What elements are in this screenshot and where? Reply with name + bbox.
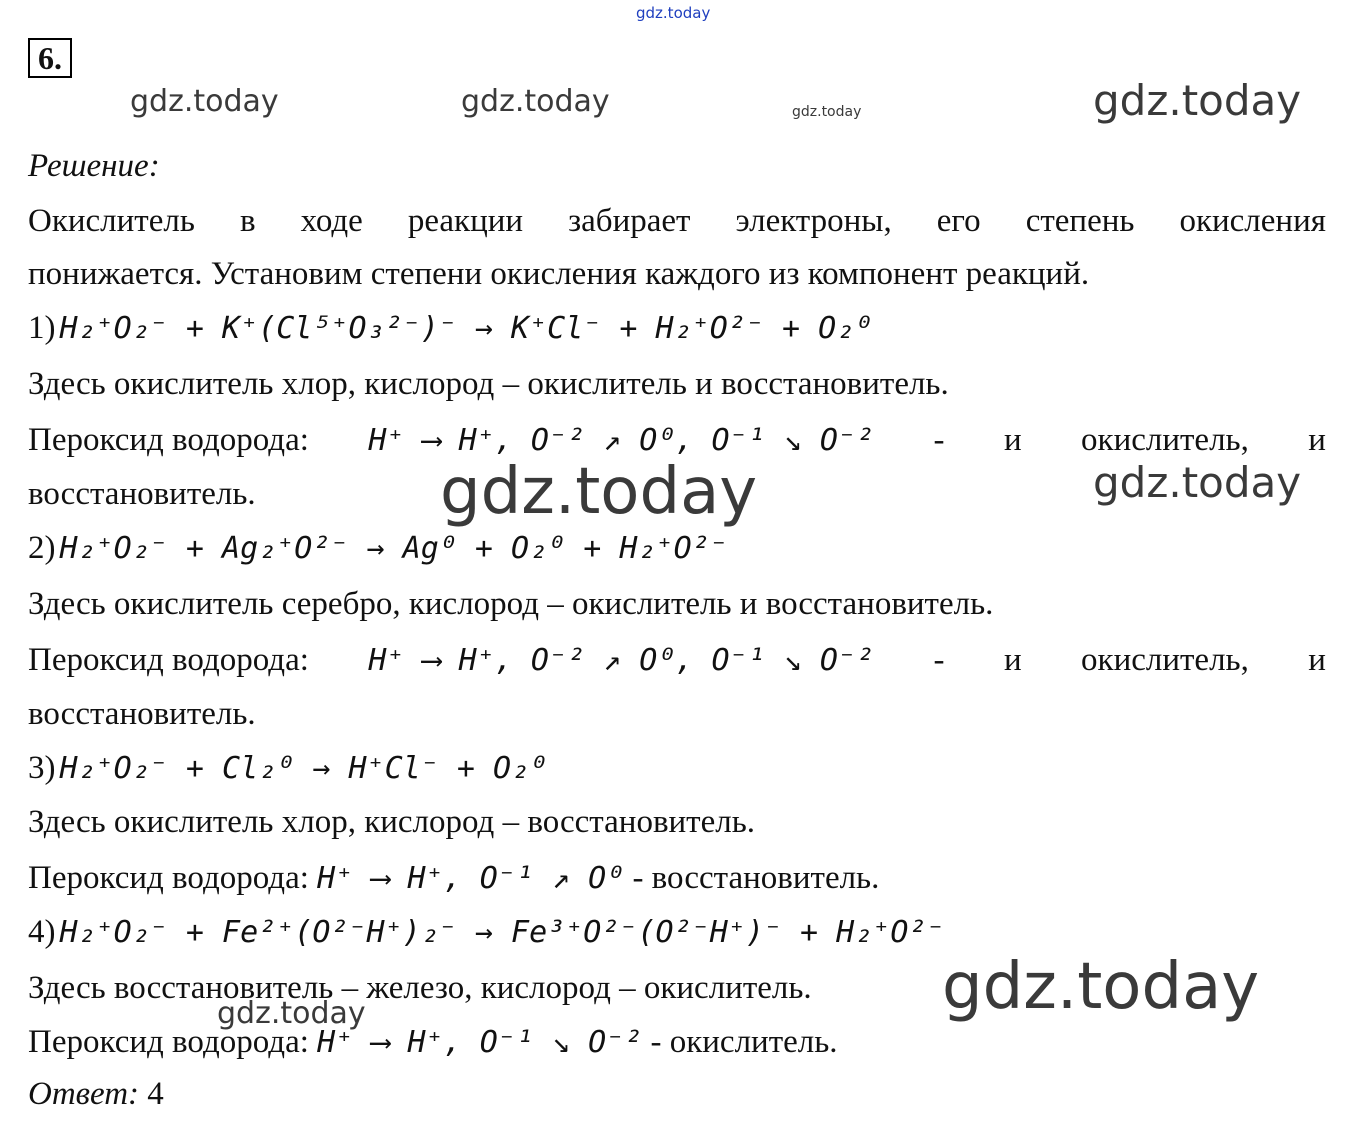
oxidation-scheme: H⁺ ⟶ H⁺, O⁻² ↗ O⁰, O⁻¹ ↘ O⁻² <box>368 643 875 678</box>
word: и <box>1308 642 1326 678</box>
watermark: gdz.today <box>461 84 610 119</box>
peroxide-label: Пероксид водорода: <box>28 642 309 678</box>
reaction-2-peroxide-line <box>28 642 1326 679</box>
word: и <box>1308 422 1326 458</box>
chemical-equation: H₂⁺O₂⁻ + Fe²⁺(O²⁻H⁺)₂⁻ → Fe³⁺O²⁻(O²⁻H⁺)⁻ + H₂⁺O²⁻ <box>59 915 945 950</box>
watermark: gdz.today <box>217 996 366 1031</box>
peroxide-role: - окислитель. <box>650 1024 838 1060</box>
watermark: gdz.today <box>440 455 758 529</box>
word: в <box>239 203 256 239</box>
peroxide-label: Пероксид водорода: <box>28 422 309 458</box>
word: его <box>936 203 981 239</box>
word: степень <box>1025 203 1135 239</box>
watermark: gdz.today <box>942 950 1260 1024</box>
oxidation-scheme: H⁺ ⟶ H⁺, O⁻² ↗ O⁰, O⁻¹ ↘ O⁻² <box>368 423 875 458</box>
word: и <box>1003 642 1022 678</box>
watermark: gdz.today <box>1093 76 1302 125</box>
reaction-1-comment: Здесь окислитель хлор, кислород – окислитель и восстановитель. <box>28 366 949 402</box>
intro-line-1 <box>28 203 1326 240</box>
word: окислитель, <box>1081 642 1249 678</box>
peroxide-label: Пероксид водорода: <box>28 1024 309 1060</box>
word: Окислитель <box>28 203 195 239</box>
reaction-2-peroxide-cont: восстановитель. <box>28 696 256 732</box>
word: окисления <box>1179 203 1326 239</box>
answer-value: 4 <box>147 1076 164 1112</box>
reaction-number: 2) <box>28 530 56 566</box>
word: - <box>933 642 945 678</box>
word: электроны, <box>735 203 892 239</box>
oxidation-scheme: H⁺ ⟶ H⁺, O⁻¹ ↘ O⁻² <box>317 1025 643 1060</box>
reaction-1-peroxide-cont: восстановитель. <box>28 476 256 512</box>
reaction-number: 3) <box>28 750 56 786</box>
watermark: gdz.today <box>130 84 279 119</box>
task-number: 6. <box>28 38 72 78</box>
oxidation-scheme: H⁺ ⟶ H⁺, O⁻¹ ↗ O⁰ <box>317 861 625 896</box>
reaction-4-equation <box>28 914 945 951</box>
answer <box>28 1076 164 1113</box>
chemical-equation: H₂⁺O₂⁻ + Cl₂⁰ → H⁺Cl⁻ + O₂⁰ <box>59 751 548 786</box>
chemical-equation: H₂⁺O₂⁻ + K⁺(Cl⁵⁺O₃²⁻)⁻ → K⁺Cl⁻ + H₂⁺O²⁻ + O₂⁰ <box>59 311 873 346</box>
word: ходе <box>300 203 363 239</box>
peroxide-label: Пероксид водорода: <box>28 860 309 896</box>
reaction-4-peroxide-line <box>28 1024 838 1061</box>
reaction-3-peroxide-line <box>28 860 879 897</box>
reaction-3-equation <box>28 750 547 787</box>
word: забирает <box>568 203 691 239</box>
word: окислитель, <box>1081 422 1249 458</box>
watermark: gdz.today <box>1093 458 1302 507</box>
watermark: gdz.today <box>792 104 862 120</box>
solution-label: Решение: <box>28 148 160 184</box>
intro-line-2: понижается. Установим степени окисления каждого из компонент реакций. <box>28 256 1090 292</box>
reaction-3-comment: Здесь окислитель хлор, кислород – восстановитель. <box>28 804 756 840</box>
word: и <box>1003 422 1022 458</box>
answer-label: Ответ: <box>28 1076 140 1112</box>
reaction-number: 4) <box>28 914 56 950</box>
watermark-top: gdz.today <box>636 4 711 22</box>
reaction-1-peroxide-line <box>28 422 1326 459</box>
reaction-4-comment: Здесь восстановитель – железо, кислород – окислитель. <box>28 970 812 1006</box>
word: - <box>933 422 945 458</box>
chemical-equation: H₂⁺O₂⁻ + Ag₂⁺O²⁻ → Ag⁰ + O₂⁰ + H₂⁺O²⁻ <box>59 531 728 566</box>
reaction-number: 1) <box>28 310 56 346</box>
reaction-1-equation <box>28 310 872 347</box>
reaction-2-comment: Здесь окислитель серебро, кислород – окислитель и восстановитель. <box>28 586 994 622</box>
reaction-2-equation <box>28 530 728 567</box>
peroxide-role: - восстановитель. <box>632 860 880 896</box>
word: реакции <box>407 203 524 239</box>
